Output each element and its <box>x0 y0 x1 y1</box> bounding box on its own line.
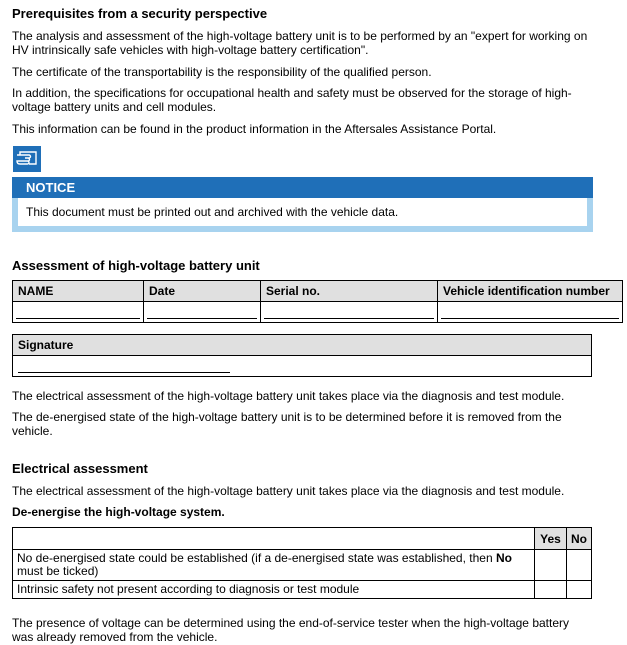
column-header-name: NAME <box>13 281 144 302</box>
checklist-row-2-text: Intrinsic safety not present according to diagnosis or test module <box>13 581 535 599</box>
date-field[interactable] <box>144 302 261 323</box>
checklist-row <box>13 550 592 581</box>
assessment-paragraph-1: The electrical assessment of the high-voltage battery unit takes place via the diagnosis and test module. <box>12 389 565 403</box>
row-1-no-checkbox[interactable] <box>567 550 592 581</box>
checklist-row-1-text: No de-energised state could be established (if a de-energised state was established, then No must be ticked) <box>13 550 535 581</box>
checklist-row <box>13 581 592 599</box>
prereq-paragraph-1: The analysis and assessment of the high-voltage battery unit is to be performed by an "expert for working on HV intrinsically safe vehicles with high-voltage battery certification". <box>12 29 588 57</box>
column-header-vin: Vehicle identification number <box>438 281 623 302</box>
notice-title: NOTICE <box>12 177 593 198</box>
prereq-paragraph-2: The certificate of the transportability is the responsibility of the qualified person. <box>12 65 432 79</box>
prereq-paragraph-4: This information can be found in the product information in the Aftersales Assistance Portal. <box>12 122 497 136</box>
signature-table <box>12 334 592 377</box>
name-field[interactable] <box>13 302 144 323</box>
vin-field[interactable] <box>438 302 623 323</box>
assessment-heading: Assessment of high-voltage battery unit <box>12 258 260 273</box>
signature-label: Signature <box>13 335 592 356</box>
column-header-no: No <box>567 528 592 550</box>
de-energise-subheading: De-energise the high-voltage system. <box>12 505 225 519</box>
notice-text: This document must be printed out and archived with the vehicle data. <box>18 198 587 226</box>
electrical-paragraph: The electrical assessment of the high-voltage battery unit takes place via the diagnosis and test module. <box>12 484 565 498</box>
row-2-yes-checkbox[interactable] <box>535 581 567 599</box>
electrical-checklist <box>12 527 592 599</box>
row-1-yes-checkbox[interactable] <box>535 550 567 581</box>
electrical-footer-paragraph: The presence of voltage can be determined using the end-of-service tester when the high-voltage battery was already removed from the vehicle. <box>12 616 569 644</box>
serial-field[interactable] <box>261 302 438 323</box>
signature-field[interactable] <box>13 356 592 377</box>
column-header-yes: Yes <box>535 528 567 550</box>
assessment-table <box>12 280 623 323</box>
prereq-paragraph-3: In addition, the specifications for occupational health and safety must be observed for the storage of high- voltage battery units and cell modules. <box>12 86 572 114</box>
column-header-date: Date <box>144 281 261 302</box>
row-2-no-checkbox[interactable] <box>567 581 592 599</box>
assessment-paragraph-2: The de-energised state of the high-voltage battery unit is to be determined before it is removed from the vehicle. <box>12 410 562 438</box>
electrical-heading: Electrical assessment <box>12 461 148 476</box>
notice-body <box>12 198 593 232</box>
column-header-serial: Serial no. <box>261 281 438 302</box>
pointing-hand-icon <box>13 146 41 172</box>
prerequisites-heading: Prerequisites from a security perspective <box>12 6 268 21</box>
